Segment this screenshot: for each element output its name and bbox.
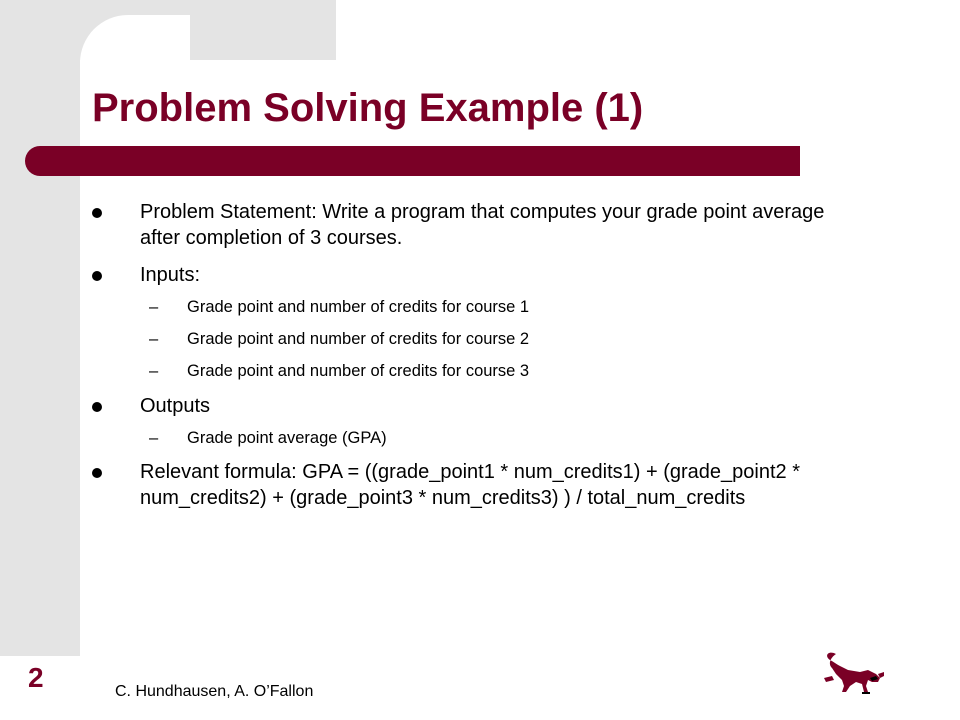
dash-icon: –: [149, 298, 159, 316]
bullet-problem-statement: [140, 199, 840, 251]
sub-bullet-text: Grade point and number of credits for course 1: [187, 298, 530, 316]
bullet-dot-icon: [92, 468, 102, 478]
bullet-text: Relevant formula: GPA = ((grade_point1 * num_credits1) + (grade_point2 * num_credits2) + (grade_point3 * num_credits3) ) / total_num_credits: [140, 461, 800, 509]
sub-bullet-input-course-3: [149, 360, 827, 382]
cougar-logo-icon: [822, 648, 886, 698]
bullet-relevant-formula: [140, 459, 840, 511]
sub-bullet-output-gpa: [149, 427, 827, 449]
title-underline-bar: [25, 146, 800, 176]
dash-icon: –: [149, 429, 159, 447]
sub-bullet-text: Grade point and number of credits for course 2: [187, 330, 530, 348]
sub-bullet-input-course-2: [149, 328, 827, 350]
slide-footer-authors: C. Hundhausen, A. O’Fallon: [115, 683, 314, 700]
slide-title: Problem Solving Example (1): [92, 86, 644, 130]
dash-icon: –: [149, 330, 159, 348]
bullet-text: Problem Statement: Write a program that computes your grade point average after completion of 3 courses.: [140, 201, 825, 249]
bullet-outputs: [140, 393, 840, 419]
bullet-text: Outputs: [140, 395, 211, 417]
sub-bullet-text: Grade point average (GPA): [187, 429, 387, 447]
slide-number: 2: [28, 662, 44, 693]
sub-bullet-input-course-1: [149, 296, 827, 318]
bullet-text: Inputs:: [140, 264, 201, 286]
bullet-dot-icon: [92, 402, 102, 412]
bullet-dot-icon: [92, 271, 102, 281]
sub-bullet-text: Grade point and number of credits for course 3: [187, 362, 530, 380]
bullet-dot-icon: [92, 208, 102, 218]
bullet-inputs: [140, 262, 840, 288]
dash-icon: –: [149, 362, 159, 380]
slide-frame-left: [0, 0, 80, 656]
